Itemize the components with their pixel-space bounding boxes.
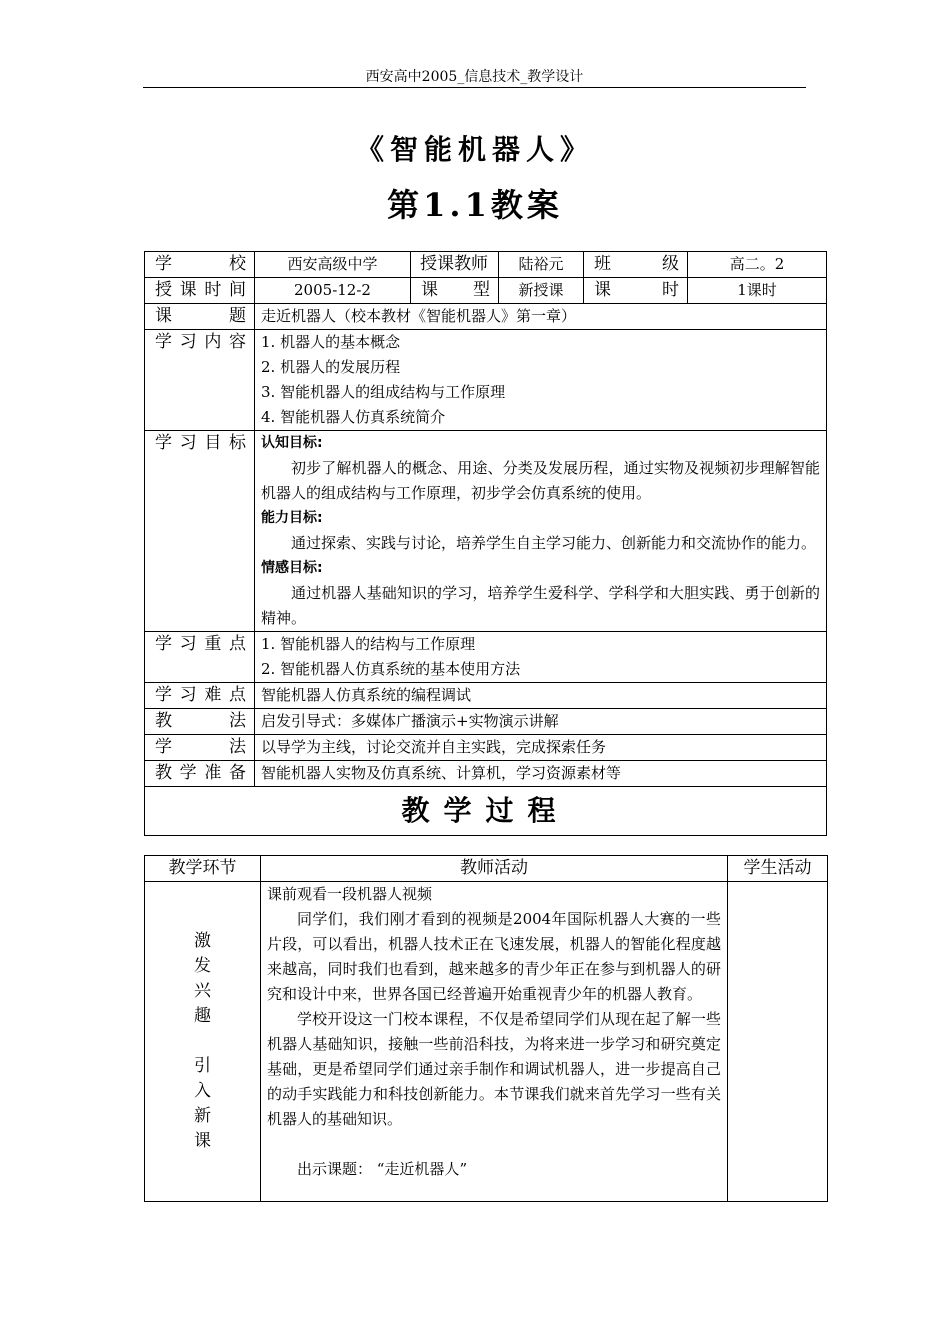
type-label: 课型 xyxy=(411,278,499,304)
stage-char xyxy=(151,1029,254,1054)
goal-heading-emotion: 情感目标: xyxy=(261,560,323,576)
row-key xyxy=(145,632,827,683)
key-label: 学习重点 xyxy=(145,632,255,683)
row-learn-method xyxy=(145,735,827,761)
header-rule xyxy=(143,87,806,88)
teacher-paragraph: 学校开设这一门校本课程，不仅是希望同学们从现在起了解一些机器人基础知识，接触一些前沿科技，为将来进一步学习和研究奠定基础，更是希望同学们通过亲手制作和调试机器人，进一步提高自己的动手实践能力和科技创新能力。本节课我们就来首先学习一些有关机器人的基础知识。 xyxy=(267,1010,721,1128)
row-process-title xyxy=(145,787,827,836)
row-teach-method xyxy=(145,709,827,735)
hours-value: 1课时 xyxy=(688,278,827,304)
col-student-header: 学生活动 xyxy=(728,856,828,882)
stage-char: 激 xyxy=(194,931,211,951)
process-title: 教学过程 xyxy=(145,787,827,836)
document-title: 《智能机器人》 xyxy=(355,133,594,166)
teach-method-value: 启发引导式：多媒体广播演示+实物演示讲解 xyxy=(255,709,827,735)
content-item: 1. 机器人的基本概念 xyxy=(261,333,401,351)
process-header-row xyxy=(145,856,828,882)
stage-char: 兴 xyxy=(194,981,211,1001)
teacher-intro: 课前观看一段机器人视频 xyxy=(267,885,433,903)
learn-method-label: 学法 xyxy=(145,735,255,761)
school-value: 西安高级中学 xyxy=(255,252,411,278)
stage-char: 入 xyxy=(194,1081,211,1101)
goal-text-cognitive: 初步了解机器人的概念、用途、分类及发展历程，通过实物及视频初步理解智能机器人的组成结构与工作原理，初步学会仿真系统的使用。 xyxy=(261,459,820,502)
difficulty-label: 学习难点 xyxy=(145,683,255,709)
key-item: 2. 智能机器人仿真系统的基本使用方法 xyxy=(261,660,521,678)
school-label: 学校 xyxy=(145,252,255,278)
stage-char: 新 xyxy=(194,1106,211,1126)
content-item: 2. 机器人的发展历程 xyxy=(261,358,401,376)
goal-text-ability: 通过探索、实践与讨论，培养学生自主学习能力、创新能力和交流协作的能力。 xyxy=(291,534,817,552)
teacher-topic-line: 出示课题： “走近机器人” xyxy=(297,1160,468,1178)
hours-label: 课时 xyxy=(584,278,688,304)
type-value: 新授课 xyxy=(499,278,584,304)
lesson-info-table xyxy=(144,251,827,836)
teacher-spacer xyxy=(267,1132,721,1157)
goals-label: 学习目标 xyxy=(145,431,255,632)
content-label: 学习内容 xyxy=(145,330,255,431)
teach-method-label: 教法 xyxy=(145,709,255,735)
topic-label: 课题 xyxy=(145,304,255,330)
content-item: 3. 智能机器人的组成结构与工作原理 xyxy=(261,383,506,401)
teacher-value: 陆裕元 xyxy=(499,252,584,278)
col-teacher-header: 教师活动 xyxy=(261,856,728,882)
time-label: 授课时间 xyxy=(145,278,255,304)
process-table xyxy=(144,855,828,1202)
document-subtitle: 第1.1教案 xyxy=(387,186,563,224)
stage-char: 趣 xyxy=(194,1006,211,1026)
topic-value: 走近机器人（校本教材《智能机器人》第一章） xyxy=(255,304,827,330)
goal-heading-cognitive: 认知目标: xyxy=(261,435,323,451)
row-difficulty xyxy=(145,683,827,709)
teacher-paragraph: 同学们，我们刚才看到的视频是2004年国际机器人大赛的一些片段，可以看出，机器人技术正在飞速发展，机器人的智能化程度越来越高，同时我们也看到，越来越多的青少年正在参与到机器人的研究和设计中来，世界各国已经普遍开始重视青少年的机器人教育。 xyxy=(267,910,721,1003)
content-item: 4. 智能机器人仿真系统简介 xyxy=(261,408,446,426)
time-value: 2005-12-2 xyxy=(255,278,411,304)
row-prep xyxy=(145,761,827,787)
stage-char: 发 xyxy=(194,956,211,976)
goal-text-emotion: 通过机器人基础知识的学习，培养学生爱科学、学科学和大胆实践、勇于创新的精神。 xyxy=(261,584,820,627)
stage-cell xyxy=(145,882,261,1202)
key-list xyxy=(255,632,827,683)
stage-char: 引 xyxy=(194,1056,211,1076)
prep-value: 智能机器人实物及仿真系统、计算机，学习资源素材等 xyxy=(255,761,827,787)
goals-block xyxy=(255,431,827,632)
content-list xyxy=(255,330,827,431)
process-row xyxy=(145,882,828,1202)
row-school xyxy=(145,252,827,278)
prep-label: 教学准备 xyxy=(145,761,255,787)
row-goals xyxy=(145,431,827,632)
row-content xyxy=(145,330,827,431)
goal-heading-ability: 能力目标: xyxy=(261,510,323,526)
teacher-label: 授课教师 xyxy=(411,252,499,278)
row-topic xyxy=(145,304,827,330)
teacher-activity-cell xyxy=(261,882,728,1202)
class-value: 高二。2 xyxy=(688,252,827,278)
col-stage-header: 教学环节 xyxy=(145,856,261,882)
class-label: 班级 xyxy=(584,252,688,278)
learn-method-value: 以导学为主线，讨论交流并自主实践，完成探索任务 xyxy=(255,735,827,761)
row-time xyxy=(145,278,827,304)
stage-char: 课 xyxy=(194,1131,211,1151)
page-header: 西安高中2005_信息技术_教学设计 xyxy=(365,69,584,85)
difficulty-value: 智能机器人仿真系统的编程调试 xyxy=(255,683,827,709)
key-item: 1. 智能机器人的结构与工作原理 xyxy=(261,635,476,653)
student-activity-cell xyxy=(728,882,828,1202)
